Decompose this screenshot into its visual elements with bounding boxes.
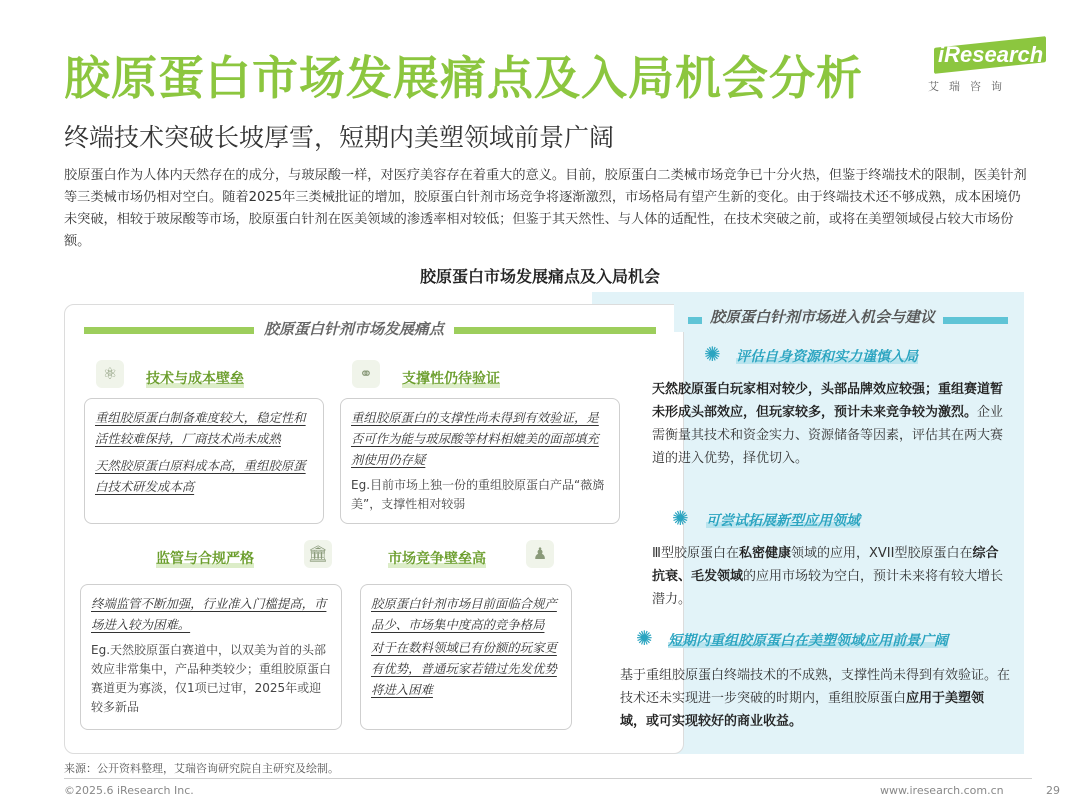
regulation-card bbox=[80, 584, 342, 730]
opportunity-3-body: 基于重组胶原蛋白终端技术的不成熟，支撑性尚未得到有效验证。在技术还未实现进一步突破的时期内，重组胶原蛋白应用于美塑领域，或可实现较好的商业收益。 bbox=[620, 668, 1011, 729]
tech-cost-point-2: 天然胶原蛋白原料成本高，重组胶原蛋白技术研发成本高 bbox=[95, 458, 306, 494]
bank-icon: 🏛 bbox=[304, 540, 332, 568]
tech-cost-point-1: 重组胶原蛋白制备难度较大，稳定性和活性较难保持，厂商技术尚未成熟 bbox=[95, 410, 306, 446]
iresearch-logo bbox=[926, 38, 1050, 94]
logo-subtitle: 艾瑞咨询 bbox=[928, 80, 1012, 93]
support-point-1: 重组胶原蛋白的支撑性尚未得到有效验证，是否可作为能与玻尿酸等材料相媲美的面部填充剂使用仍存疑 bbox=[351, 410, 599, 467]
tech-cost-title: 技术与成本壁垒 bbox=[146, 368, 244, 388]
competition-point-1: 胶原蛋白针剂市场目前面临合规产品少、市场集中度高的竞争格局 bbox=[371, 596, 557, 632]
support-title: 支撑性仍待验证 bbox=[402, 368, 500, 388]
footer-divider bbox=[64, 778, 1032, 779]
presenter-icon: ♟ bbox=[526, 540, 554, 568]
opportunity-3-title: 短期内重组胶原蛋白在美塑领域应用前景广阔 bbox=[668, 633, 948, 649]
copyright: ©2025.6 iResearch Inc. bbox=[64, 784, 194, 797]
atom-icon: ⚛ bbox=[96, 360, 124, 388]
page-number: 29 bbox=[1046, 784, 1060, 797]
support-card bbox=[340, 398, 620, 524]
regulation-point-2: Eg.天然胶原蛋白赛道中，以双美为首的头部效应非常集中，产品种类较少；重组胶原蛋白赛道更为寡淡，仅1项已过审，2025年或迎较多新品 bbox=[91, 643, 332, 714]
pain-points-heading: 胶原蛋白针剂市场发展痛点 bbox=[84, 318, 656, 342]
burst-icon: ✺ bbox=[672, 506, 689, 530]
burst-icon: ✺ bbox=[704, 342, 721, 366]
tech-cost-card bbox=[84, 398, 324, 524]
competition-point-2: 对于在数料领域已有份额的玩家更有优势，普通玩家若错过先发优势将进入困难 bbox=[371, 640, 557, 697]
source-note: 来源：公开资料整理，艾瑞咨询研究院自主研究及绘制。 bbox=[64, 762, 339, 775]
molecule-icon: ⚭ bbox=[352, 360, 380, 388]
page-subtitle: 终端技术突破长坡厚雪，短期内美塑领域前景广阔 bbox=[64, 123, 615, 152]
opportunity-2-title: 可尝试拓展新型应用领域 bbox=[706, 513, 860, 529]
support-point-2: Eg.目前市场上独一份的重组胶原蛋白产品“薇旖美”，支撑性相对较弱 bbox=[351, 478, 605, 511]
opportunity-1-body: 天然胶原蛋白玩家相对较少，头部品牌效应较强；重组赛道暂未形成头部效应，但玩家较多，预计未来竞争较为激烈。企业需衡量其技术和资金实力、资源储备等因素，评估其在两大赛道的进入优势，择优切入。 bbox=[652, 382, 1004, 466]
regulation-point-1: 终端监管不断加强，行业准入门槛提高，市场进入较为困难。 bbox=[91, 596, 327, 632]
opportunity-2-body: Ⅲ型胶原蛋白在私密健康领域的应用，XVII型胶原蛋白在综合抗衰、毛发领域的应用市场较为空白，预计未来将有较大增长潜力。 bbox=[652, 546, 1004, 607]
page-title: 胶原蛋白市场发展痛点及入局机会分析 bbox=[64, 51, 863, 105]
opportunity-1-title: 评估自身资源和实力谨慎入局 bbox=[736, 349, 918, 365]
competition-title: 市场竞争壁垒高 bbox=[388, 548, 486, 568]
competition-card bbox=[360, 584, 572, 730]
intro-paragraph: 胶原蛋白作为人体内天然存在的成分，与玻尿酸一样，对医疗美容存在着重大的意义。目前，胶原蛋白二类械市场竞争已十分火热，但鉴于终端技术的限制，医美针剂等三类械市场仍相对空白。随着2025年三类械批证的增加，胶原蛋白针剂市场竞争将逐渐激烈，市场格局有望产生新的变化。由于终端技术还不够成熟，成本困境仍未突破，相较于玻尿酸等市场，胶原蛋白针剂在医美领域的渗透率相对较低；但鉴于其天然性、与人体的适配性，在技术突破之前，或将在美塑领域侵占较大市场份额。 bbox=[64, 168, 1027, 249]
burst-icon: ✺ bbox=[636, 626, 653, 650]
opportunities-heading: 胶原蛋白针剂市场进入机会与建议 bbox=[688, 306, 1008, 330]
figure-title: 胶原蛋白市场发展痛点及入局机会 bbox=[419, 267, 660, 286]
logo-text: iResearch bbox=[938, 42, 1044, 67]
regulation-title: 监管与合规严格 bbox=[156, 548, 254, 568]
website-link[interactable]: www.iresearch.com.cn bbox=[880, 784, 1004, 797]
